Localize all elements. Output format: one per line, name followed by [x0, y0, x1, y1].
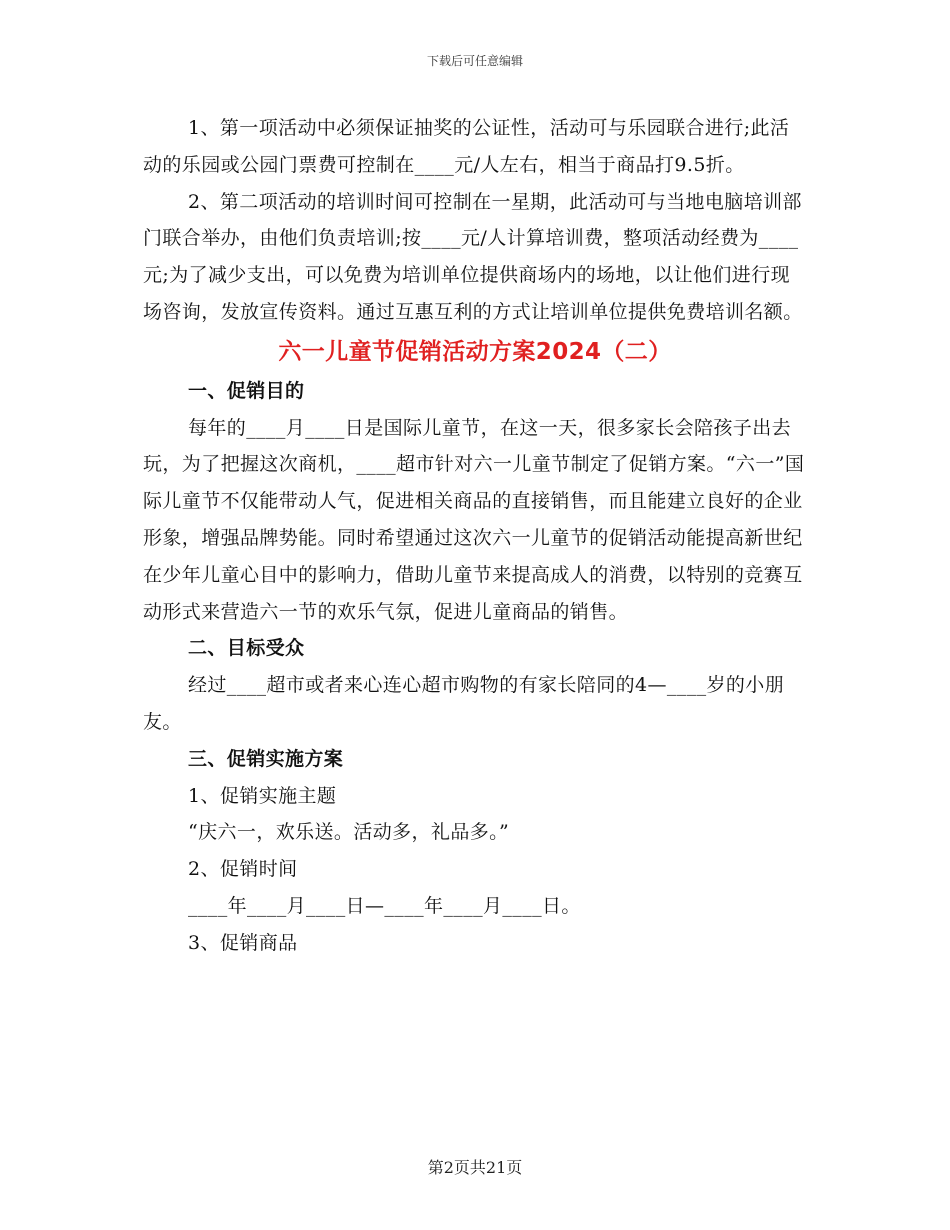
item-theme-text: “庆六一，欢乐送。活动多，礼品多。” — [188, 821, 510, 844]
section-title: 六一儿童节促销活动方案2024（二） — [278, 338, 672, 365]
paragraph-target-audience: 经过____超市或者来心连心超市购物的有家长陪同的4—____岁的小朋友。 — [143, 674, 785, 733]
heading-target-audience: 二、目标受众 — [188, 637, 305, 660]
item-time-label: 2、促销时间 — [188, 858, 298, 881]
document-body — [143, 110, 807, 962]
item-theme-label: 1、促销实施主题 — [188, 784, 337, 807]
item-time-text: ____年____月____日—____年____月____日。 — [188, 894, 581, 917]
heading-implementation-plan: 三、促销实施方案 — [188, 747, 344, 770]
page-header: 下载后可任意编辑 — [426, 54, 523, 68]
paragraph-activity-2: 2、第二项活动的培训时间可控制在一星期，此活动可与当地电脑培训部门联合举办，由他们负责培训;按____元/人计算培训费，整项活动经费为____元;为了减少支出，可以免费为培训单位提供商场内的场地，以让他们进行现场咨询，发放宣传资料。通过互惠互利的方式让培训单位提供免费培训名额。 — [143, 190, 803, 323]
item-products-label: 3、促销商品 — [188, 931, 298, 954]
paragraph-promotion-purpose: 每年的____月____日是国际儿童节，在这一天，很多家长会陪孩子出去玩，为了把握这次商机，____超市针对六一儿童节制定了促销方案。“六一”国际儿童节不仅能带动人气，促进相关商品的直接销售，而且能建立良好的企业形象，增强品牌势能。同时希望通过这次六一儿童节的促销活动能提高新世纪在少年儿童心目中的影响力，借助儿童节来提高成人的消费，以特别的竞赛互动形式来营造六一节的欢乐气氛，促进儿童商品的销售。 — [143, 416, 805, 623]
page-footer: 第2页共21页 — [427, 1158, 523, 1177]
paragraph-activity-1: 1、第一项活动中必须保证抽奖的公证性，活动可与乐园联合进行;此活动的乐园或公园门票费可控制在____元/人左右，相当于商品打9.5折。 — [143, 117, 790, 176]
heading-promotion-purpose: 一、促销目的 — [188, 379, 305, 402]
